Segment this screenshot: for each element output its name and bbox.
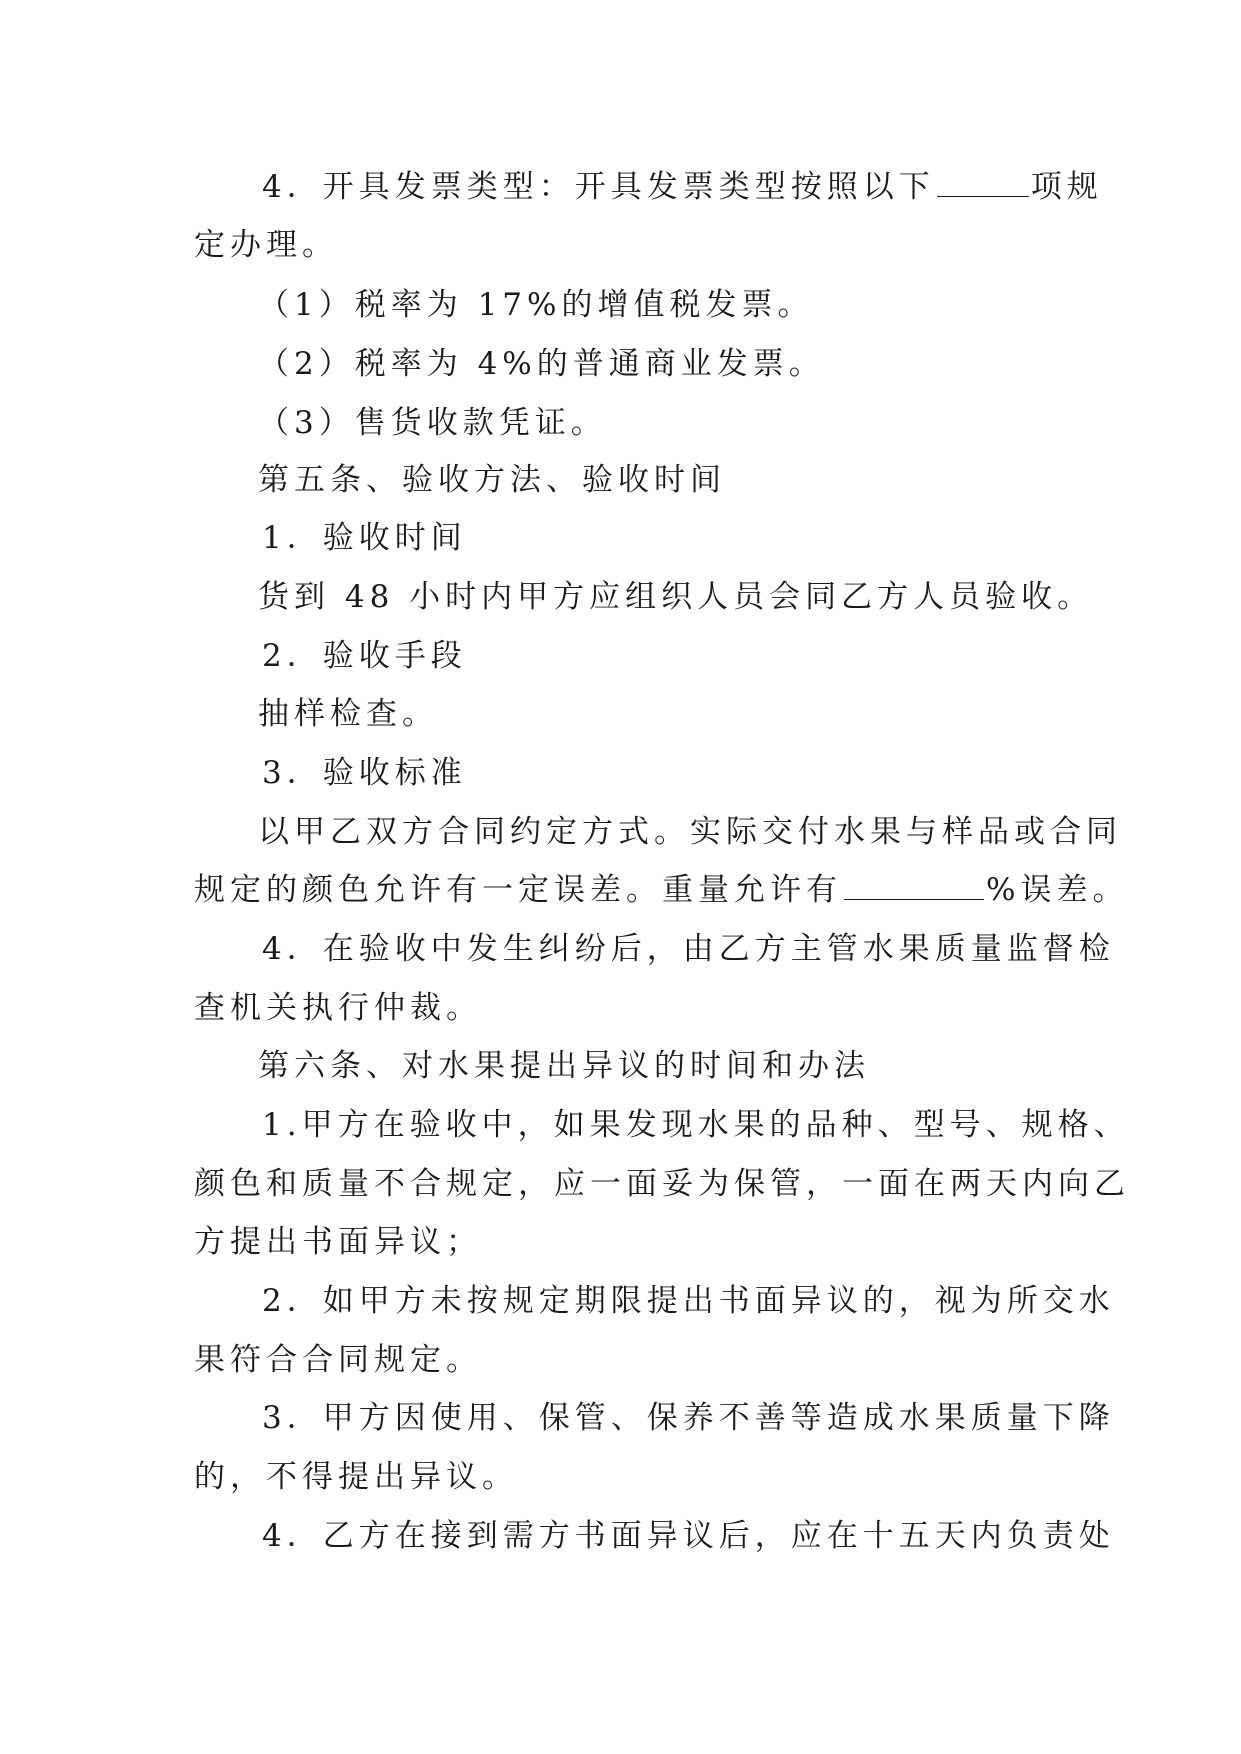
paragraph-line: 以甲乙双方合同约定方式。实际交付水果与样品或合同 [258, 814, 1122, 850]
section-heading-article-5: 第五条、验收方法、验收时间 [258, 462, 726, 498]
list-item: （1）税率为 17%的增值税发票。 [258, 287, 814, 323]
paragraph-line: 4．在验收中发生纠纷后，由乙方主管水果质量监督检 [262, 931, 1115, 967]
blank-item-field[interactable] [937, 170, 1029, 197]
paragraph-line: 颜色和质量不合规定，应一面妥为保管，一面在两天内向乙 [194, 1166, 1130, 1202]
weight-tolerance-text: 规定的颜色允许有一定误差。重量允许有 [194, 872, 842, 908]
list-item: （3）售货收款凭证。 [258, 405, 607, 441]
subheading: 3．验收标准 [262, 755, 467, 791]
paragraph-line: 4．乙方在接到需方书面异议后，应在十五天内负责处 [262, 1518, 1115, 1554]
paragraph-line: 果符合合同规定。 [194, 1342, 482, 1378]
subheading: 1．验收时间 [262, 520, 467, 556]
invoice-type-text: 4．开具发票类型：开具发票类型按照以下 [262, 169, 935, 205]
paragraph-line: 2．如甲方未按规定期限提出书面异议的，视为所交水 [262, 1283, 1115, 1319]
paragraph-line: 抽样检查。 [258, 696, 438, 732]
paragraph-line: 3．甲方因使用、保管、保养不善等造成水果质量下降 [262, 1400, 1115, 1436]
paragraph-line: 查机关执行仲裁。 [194, 990, 482, 1026]
paragraph-line: 定办理。 [194, 227, 338, 263]
paragraph-line: 方提出书面异议； [194, 1224, 482, 1260]
section-heading-article-6: 第六条、对水果提出异议的时间和办法 [258, 1048, 870, 1084]
subheading: 2．验收手段 [262, 638, 467, 674]
invoice-type-text-end: 项规 [1030, 169, 1103, 205]
paragraph-line: 的，不得提出异议。 [194, 1459, 518, 1495]
list-item: （2）税率为 4%的普通商业发票。 [258, 346, 825, 382]
invoice-type-line [262, 167, 1103, 207]
paragraph-line: 货到 48 小时内甲方应组织人员会同乙方人员验收。 [258, 579, 1094, 615]
paragraph-line: 1.甲方在验收中，如果发现水果的品种、型号、规格、 [262, 1107, 1130, 1143]
weight-tolerance-text-end: %误差。 [986, 872, 1129, 908]
weight-tolerance-line [194, 870, 1128, 910]
blank-percent-field[interactable] [844, 873, 984, 900]
